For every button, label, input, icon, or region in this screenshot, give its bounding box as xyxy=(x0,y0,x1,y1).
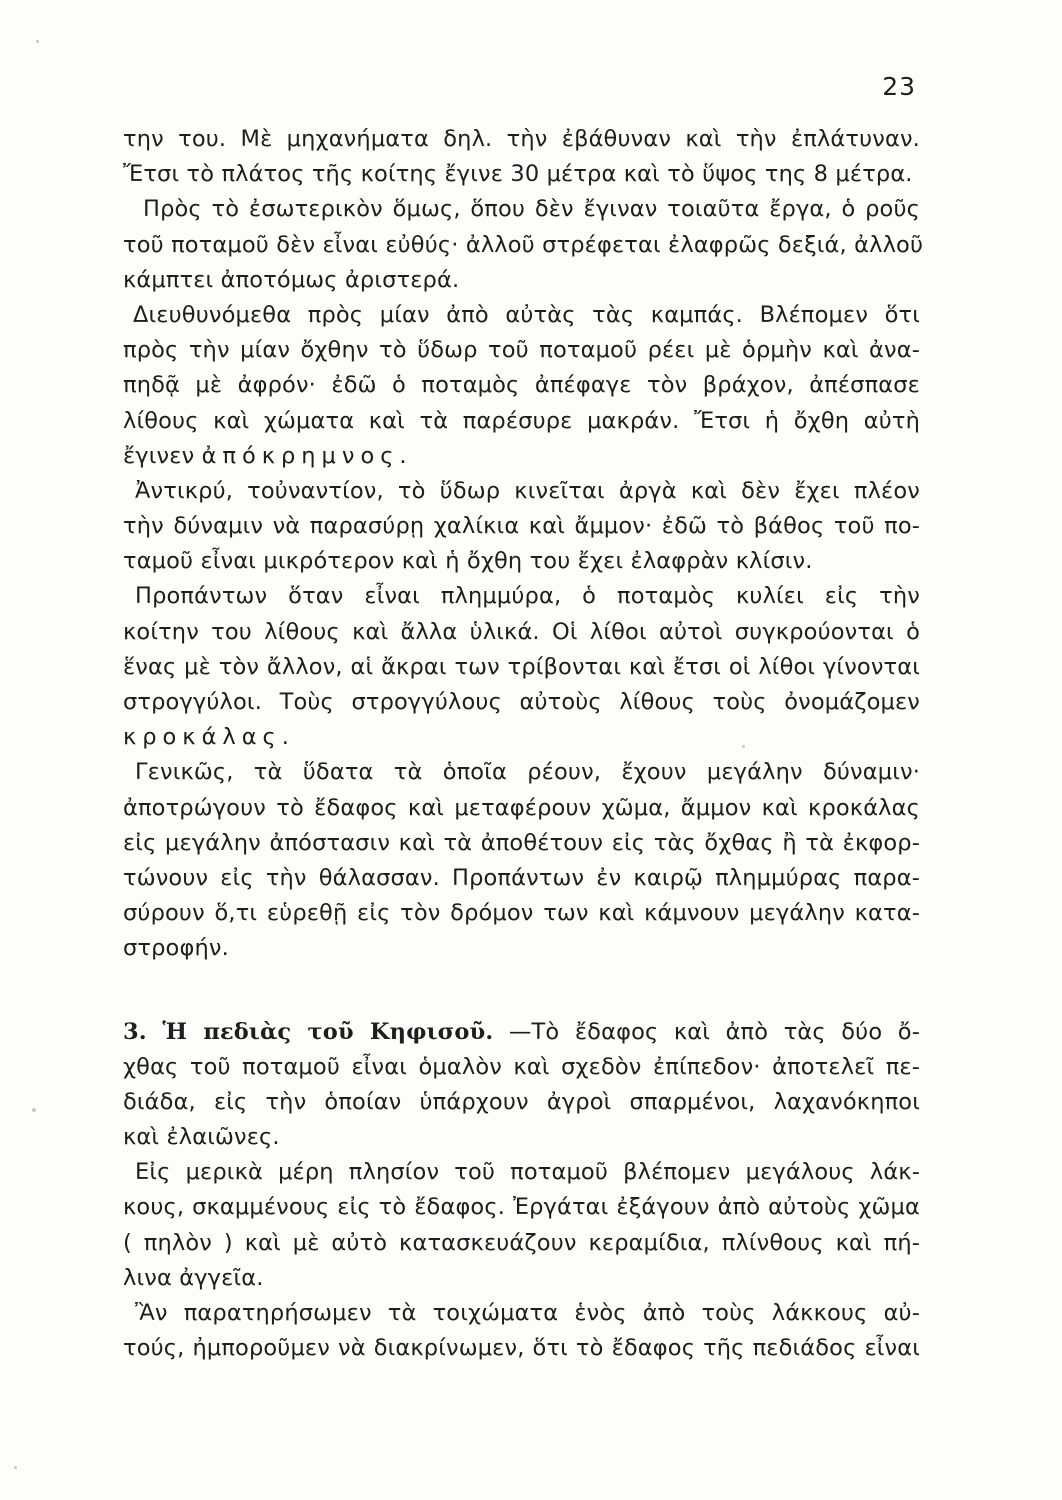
text-line: πηδᾷ μὲ ἀφρόν· ἐδῶ ὁ ποταμὸς ἀπέφαγε τὸν βράχον, ἀπέσπασε xyxy=(123,372,920,399)
section-number: 3. xyxy=(123,1018,147,1045)
text-line: τώνουν εἰς τὴν θάλασσαν. Προπάντων ἐν καιρῷ πλημμύρας παρα- xyxy=(123,864,920,891)
paragraph-start-line: Ἂν παρατηρήσωμεν τὰ τοιχώματα ἑνὸς ἀπὸ τοὺς λάκκους αὐ- xyxy=(135,1300,920,1326)
paper-speck xyxy=(742,745,745,748)
text-line: ταμοῦ εἶναι μικρότερον καὶ ἡ ὄχθη του ἔχει ἐλαφρὰν κλίσιν. xyxy=(123,548,813,575)
paper-speck xyxy=(32,1108,36,1112)
paragraph-start-line: Γενικῶς, τὰ ὕδατα τὰ ὁποῖα ρέουν, ἔχουν μεγάλην δύναμιν· xyxy=(135,759,920,786)
text-line: ἀποτρώγουν τὸ ἔδαφος καὶ μεταφέρουν χῶμα, ἄμμον καὶ κροκάλας xyxy=(123,794,920,821)
emphasized-term: κροκάλας. xyxy=(123,724,295,751)
section-title: Ἡ πεδιὰς τοῦ Κηφισοῦ. xyxy=(162,1018,494,1045)
text-segment: —Τὸ ἔδαφος καὶ ἀπὸ τὰς δύο ὄ- xyxy=(508,1018,920,1045)
text-segment: ἔγινεν xyxy=(123,442,195,469)
text-line: κοίτην του λίθους καὶ ἄλλα ὑλικά. Οἱ λίθοι αὐτοὶ συγκρούονται ὁ xyxy=(123,618,920,645)
paragraph-start-line: Πρὸς τὸ ἐσωτερικὸν ὅμως, ὅπου δὲν ἔγιναν τοιαῦτα ἔργα, ὁ ροῦς xyxy=(143,196,920,223)
text-line: Ἔτσι τὸ πλάτος τῆς κοίτης ἔγινε 30 μέτρα καὶ τὸ ὕψος της 8 μέτρα. xyxy=(123,161,913,188)
text-line: εἰς μεγάλην ἀπόστασιν καὶ τὰ ἀποθέτουν εἰς τὰς ὄχθας ἢ τὰ ἐκφορ- xyxy=(123,829,920,856)
text-line: καὶ ἐλαιῶνες. xyxy=(123,1124,280,1151)
text-line: στρογγύλοι. Τοὺς στρογγύλους αὐτοὺς λίθους τοὺς ὀνομάζομεν xyxy=(123,689,920,715)
text-line: σύρουν ὅ,τι εὑρεθῇ εἰς τὸν δρόμον των καὶ κάμνουν μεγάλην κατα- xyxy=(123,900,920,927)
section-gap xyxy=(123,967,920,1015)
text-line xyxy=(123,720,920,755)
body-text xyxy=(123,122,924,1366)
text-line: λίθους καὶ χώματα καὶ τὰ παρέσυρε μακράν. Ἔτσι ἡ ὄχθη αὐτὴ xyxy=(123,407,920,434)
paper-speck xyxy=(36,40,39,43)
section-heading-line xyxy=(123,1015,920,1050)
paragraph-start-line: Εἰς μερικὰ μέρη πλησίον τοῦ ποταμοῦ βλέπομεν μεγάλους λάκ- xyxy=(135,1159,920,1186)
page-number: 23 xyxy=(882,72,916,101)
paragraph-start-line: Ἀντικρύ, τοὐναντίον, τὸ ὕδωρ κινεῖται ἀργὰ καὶ δὲν ἔχει πλέον xyxy=(135,477,920,504)
paragraph-start-line: Προπάντων ὅταν εἶναι πλημμύρα, ὁ ποταμὸς κυλίει εἰς τὴν xyxy=(135,583,920,610)
text-line: τοῦ ποταμοῦ δὲν εἶναι εὐθύς· ἀλλοῦ στρέφεται ἐλαφρῶς δεξιά, ἀλλοῦ xyxy=(123,231,924,258)
text-line: ἕνας μὲ τὸν ἄλλον, αἱ ἄκραι των τρίβονται καὶ ἔτσι οἱ λίθοι γίνονται xyxy=(123,653,920,680)
text-line: πρὸς τὴν μίαν ὄχθην τὸ ὕδωρ τοῦ ποταμοῦ ρέει μὲ ὁρμὴν καὶ ἀνα- xyxy=(123,337,920,364)
paragraph-start-line: Διευθυνόμεθα πρὸς μίαν ἀπὸ αὐτὰς τὰς καμπάς. Βλέπομεν ὅτι xyxy=(133,301,920,328)
text-line: τούς, ἠμποροῦμεν νὰ διακρίνωμεν, ὅτι τὸ ἔδαφος τῆς πεδιάδος εἶναι xyxy=(123,1335,920,1362)
text-line: κους, σκαμμένους εἰς τὸ ἔδαφος. Ἐργάται ἐξάγουν ἀπὸ αὐτοὺς χῶμα xyxy=(123,1194,920,1221)
text-line: διάδα, εἰς τὴν ὁποίαν ὑπάρχουν ἀγροὶ σπαρμένοι, λαχανόκηποι xyxy=(123,1088,920,1115)
text-line: χθας τοῦ ποταμοῦ εἶναι ὁμαλὸν καὶ σχεδὸν ἐπίπεδον· ἀποτελεῖ πε- xyxy=(123,1053,920,1080)
text-line: στροφήν. xyxy=(123,935,229,962)
text-line: την του. Μὲ μηχανήματα δηλ. τὴν ἐβάθυναν καὶ τὴν ἐπλάτυναν. xyxy=(123,126,920,152)
emphasized-term: ἀπόκρημνος. xyxy=(201,442,413,469)
text-line: κάμπτει ἀποτόμως ἀριστερά. xyxy=(123,266,460,293)
text-line: ( πηλὸν ) καὶ μὲ αὐτὸ κατασκευάζουν κεραμίδια, πλίνθους καὶ πή- xyxy=(123,1229,920,1256)
paper-speck xyxy=(14,1466,17,1469)
text-line xyxy=(123,439,920,474)
text-line: λινα ἀγγεῖα. xyxy=(123,1264,264,1291)
text-line: τὴν δύναμιν νὰ παρασύρῃ χαλίκια καὶ ἄμμον· ἐδῶ τὸ βάθος τοῦ πο- xyxy=(123,513,920,540)
